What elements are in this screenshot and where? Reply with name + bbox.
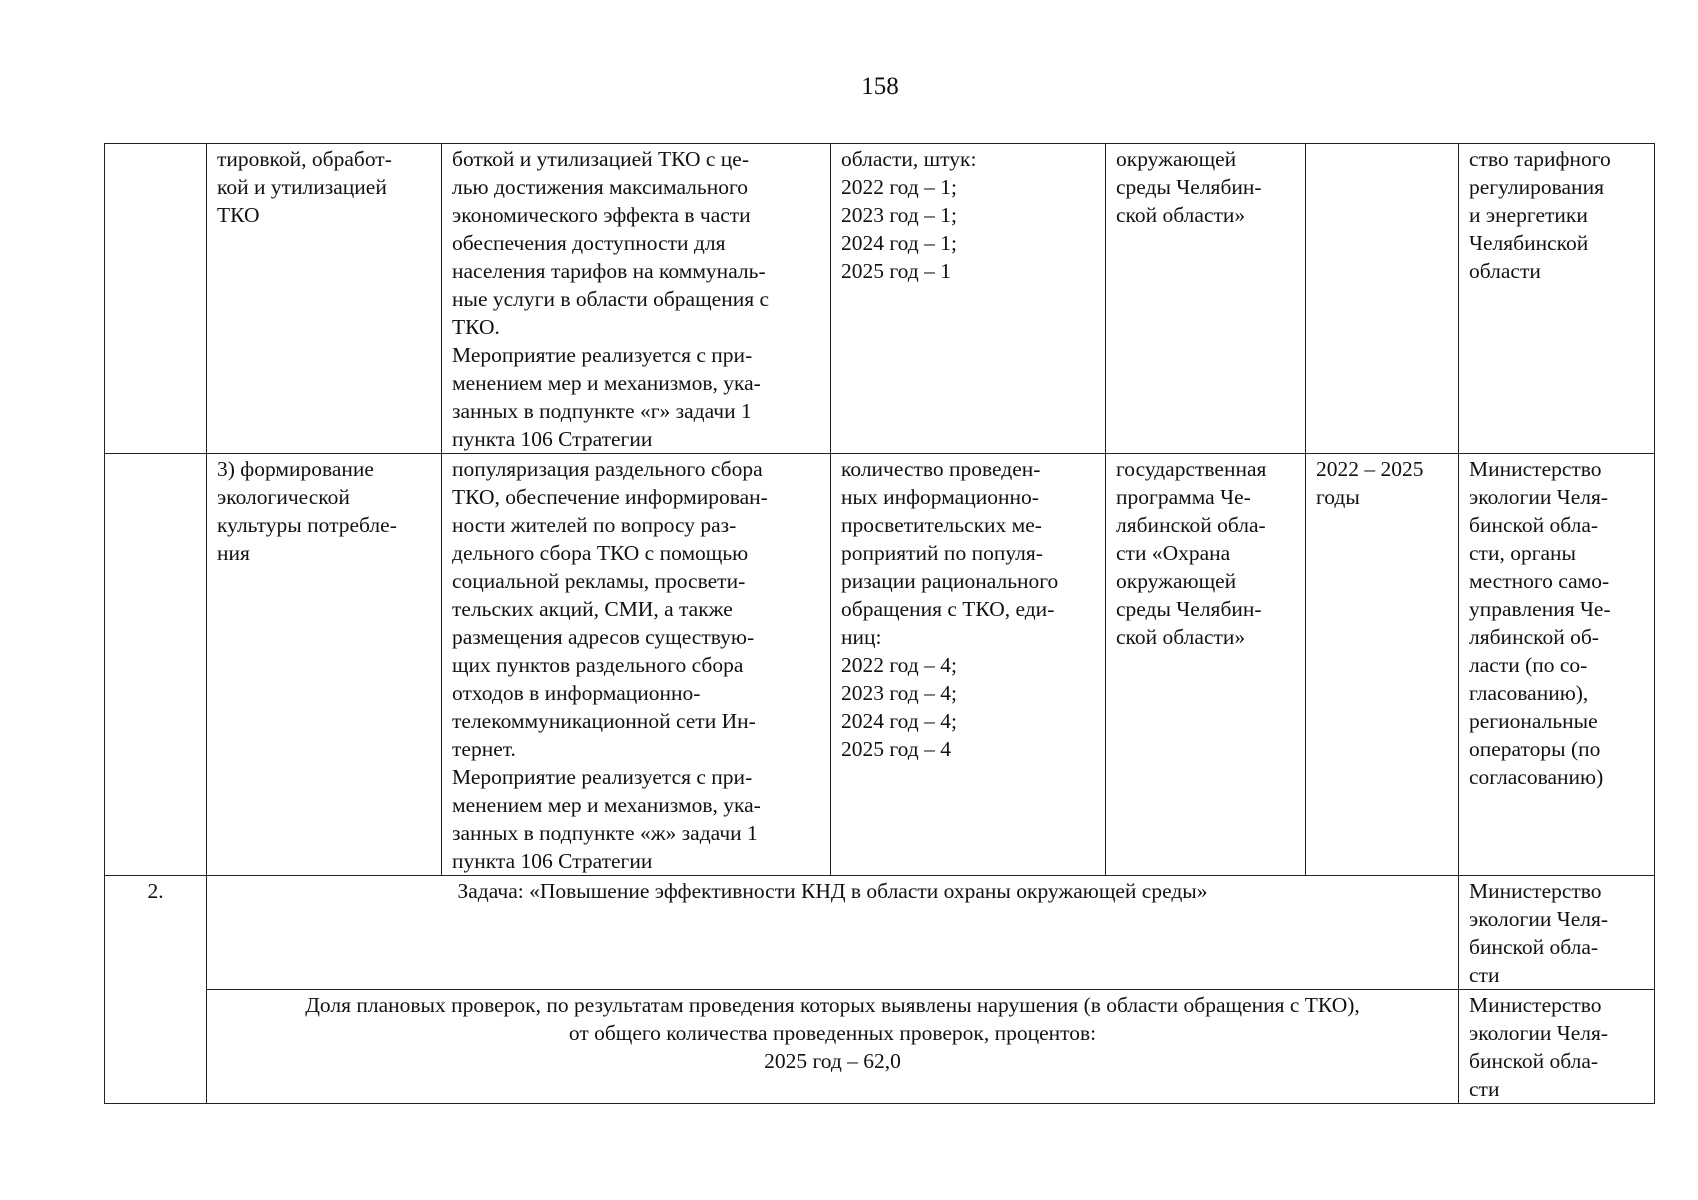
task-row [105, 876, 1655, 990]
measure-description-cell: боткой и утилизацией ТКО с це- лью достижения максимального экономического эффекта в части обеспечения доступности для населения тарифов на коммуналь- ные услуги в области обращения с ТКО. Мероприятие реализуется с при- менением мер и механизмов, ука- занных в подпункте «г» задачи 1 пункта 106 Стратегии [442, 144, 831, 454]
task-number-cell: 2. [105, 876, 207, 1104]
page-number: 158 [861, 73, 899, 100]
row-number-cell [105, 454, 207, 876]
target-row [105, 990, 1655, 1104]
measure-name-cell: 3) формирование экологической культуры потребле- ния [207, 454, 442, 876]
measure-name-cell: тировкой, обработ- кой и утилизацией ТКО [207, 144, 442, 454]
measure-description-cell: популяризация раздельного сбора ТКО, обеспечение информирован- ности жителей по вопросу раз- дельного сбора ТКО с помощью социальной рекламы, просвети- тельских акций, СМИ, а также размещения адресов существую- щих пунктов раздельного сбора отходов в информационно- телекоммуникационной сети Ин- тернет. Мероприятие реализуется с при- менением мер и механизмов, ука- занных в подпункте «ж» задачи 1 пункта 106 Стратегии [442, 454, 831, 876]
target-responsible-cell: Министерство экологии Челя- бинской обла- сти [1459, 990, 1655, 1104]
indicator-cell: количество проведен- ных информационно- просветительских ме- роприятий по популя- ризации рационального обращения с ТКО, еди- ниц: 2022 год – 4; 2023 год – 4; 2024 год – 4; 2025 год – 4 [831, 454, 1106, 876]
program-cell: окружающей среды Челябин- ской области» [1106, 144, 1306, 454]
responsible-cell: Министерство экологии Челя- бинской обла- сти, органы местного само- управления Че- лябинской об- ласти (по со- гласованию), региональные операторы (по согласованию) [1459, 454, 1655, 876]
row-number-cell [105, 144, 207, 454]
table-row [105, 454, 1655, 876]
period-cell [1306, 144, 1459, 454]
program-cell: государственная программа Че- лябинской обла- сти «Охрана окружающей среды Челябин- ской области» [1106, 454, 1306, 876]
measures-table [104, 143, 1655, 1104]
target-indicator-cell: Доля плановых проверок, по результатам проведения которых выявлены нарушения (в области обращения с ТКО), от общего количества проведенных проверок, процентов: 2025 год – 62,0 [207, 990, 1459, 1104]
table-row [105, 144, 1655, 454]
task-title-cell: Задача: «Повышение эффективности КНД в области охраны окружающей среды» [207, 876, 1459, 990]
indicator-cell: области, штук: 2022 год – 1; 2023 год – 1; 2024 год – 1; 2025 год – 1 [831, 144, 1106, 454]
task-responsible-cell: Министерство экологии Челя- бинской обла- сти [1459, 876, 1655, 990]
responsible-cell: ство тарифного регулирования и энергетики Челябинской области [1459, 144, 1655, 454]
period-cell: 2022 – 2025 годы [1306, 454, 1459, 876]
